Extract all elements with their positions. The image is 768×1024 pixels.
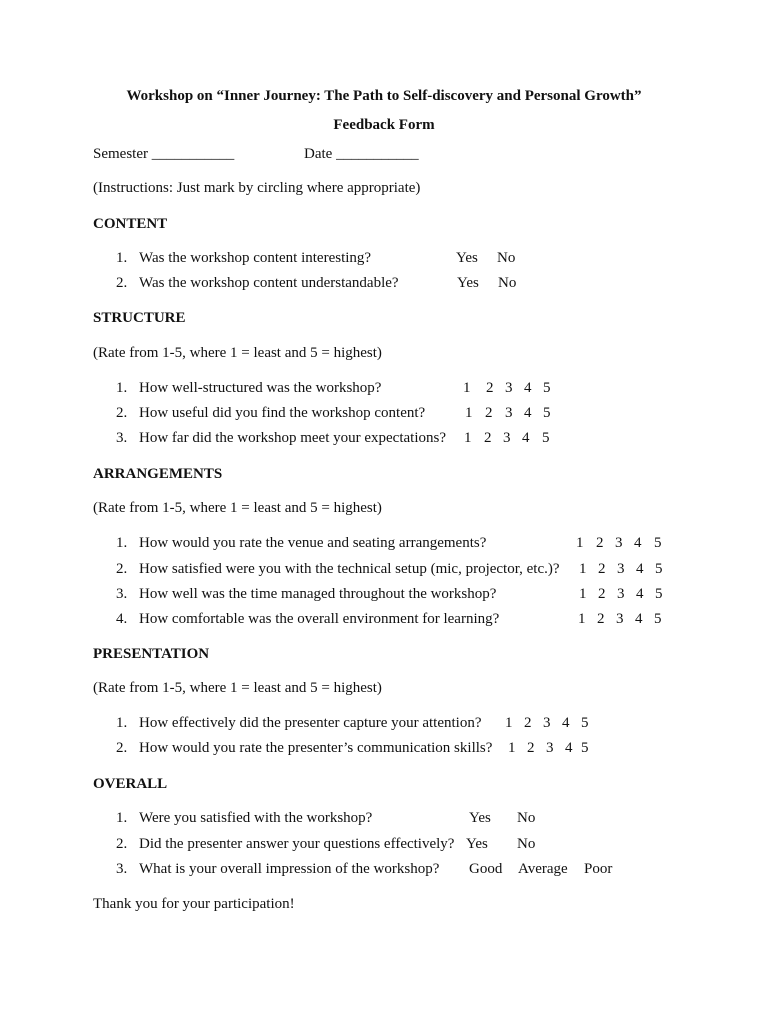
presentation-q1-num: 1. bbox=[116, 715, 128, 731]
presentation-q1-opt-5: 5 bbox=[581, 715, 589, 731]
overall-q2-text: Did the presenter answer your questions effectively? bbox=[139, 836, 455, 852]
structure-q1-num: 1. bbox=[116, 380, 128, 396]
presentation-q2-opt-4: 4 bbox=[565, 740, 573, 756]
presentation-q1-opt-4: 4 bbox=[562, 715, 570, 731]
structure-heading: STRUCTURE bbox=[93, 310, 186, 326]
overall-q1-opt-no: No bbox=[517, 810, 536, 826]
arrangements-q4-opt-1: 1 bbox=[578, 611, 586, 627]
arrangements-q4-text: How comfortable was the overall environment for learning? bbox=[139, 611, 500, 627]
arrangements-q2-opt-1: 1 bbox=[579, 561, 587, 577]
arrangements-q4-opt-3: 3 bbox=[616, 611, 624, 627]
arrangements-q1-opt-3: 3 bbox=[615, 535, 623, 551]
arrangements-q3-opt-3: 3 bbox=[617, 586, 625, 602]
structure-q2-num: 2. bbox=[116, 405, 128, 421]
arrangements-q3-opt-2: 2 bbox=[598, 586, 606, 602]
arrangements-q1-num: 1. bbox=[116, 535, 128, 551]
arrangements-q2-opt-5: 5 bbox=[655, 561, 663, 577]
structure-rate-note: (Rate from 1-5, where 1 = least and 5 = highest) bbox=[93, 345, 382, 361]
structure-q1-opt-1: 1 bbox=[463, 380, 471, 396]
presentation-q2-opt-5: 5 bbox=[581, 740, 589, 756]
structure-q3-opt-4: 4 bbox=[522, 430, 530, 446]
arrangements-q3-num: 3. bbox=[116, 586, 128, 602]
presentation-q1-opt-2: 2 bbox=[524, 715, 532, 731]
arrangements-q1-opt-2: 2 bbox=[596, 535, 604, 551]
arrangements-q3-opt-5: 5 bbox=[655, 586, 663, 602]
instructions-text: (Instructions: Just mark by circling where appropriate) bbox=[93, 180, 421, 196]
overall-q3-opt-good: Good bbox=[469, 861, 503, 877]
structure-q2-opt-3: 3 bbox=[505, 405, 513, 421]
semester-field: Semester ___________ bbox=[93, 146, 235, 162]
arrangements-q1-opt-4: 4 bbox=[634, 535, 642, 551]
overall-q1-opt-yes: Yes bbox=[469, 810, 491, 826]
structure-q1-opt-5: 5 bbox=[543, 380, 551, 396]
presentation-q2-opt-2: 2 bbox=[527, 740, 535, 756]
thank-you-text: Thank you for your participation! bbox=[93, 896, 295, 912]
structure-q3-opt-3: 3 bbox=[503, 430, 511, 446]
arrangements-q4-opt-2: 2 bbox=[597, 611, 605, 627]
structure-q3-num: 3. bbox=[116, 430, 128, 446]
overall-q1-text: Were you satisfied with the workshop? bbox=[139, 810, 373, 826]
content-q1-opt-yes: Yes bbox=[456, 250, 478, 266]
content-q1-opt-no: No bbox=[497, 250, 516, 266]
presentation-q2-opt-1: 1 bbox=[508, 740, 516, 756]
arrangements-q1-text: How would you rate the venue and seating arrangements? bbox=[139, 535, 487, 551]
arrangements-q2-opt-3: 3 bbox=[617, 561, 625, 577]
structure-q2-opt-2: 2 bbox=[485, 405, 493, 421]
form-title: Workshop on “Inner Journey: The Path to Self-discovery and Personal Growth” bbox=[126, 88, 642, 104]
overall-q3-opt-average: Average bbox=[518, 861, 568, 877]
presentation-q1-text: How effectively did the presenter capture your attention? bbox=[139, 715, 482, 731]
presentation-q2-text: How would you rate the presenter’s communication skills? bbox=[139, 740, 493, 756]
structure-q2-opt-1: 1 bbox=[465, 405, 473, 421]
structure-q3-opt-1: 1 bbox=[464, 430, 472, 446]
arrangements-q4-opt-5: 5 bbox=[654, 611, 662, 627]
overall-q3-opt-poor: Poor bbox=[584, 861, 613, 877]
overall-q2-num: 2. bbox=[116, 836, 128, 852]
structure-q2-opt-4: 4 bbox=[524, 405, 532, 421]
structure-q3-text: How far did the workshop meet your expectations? bbox=[139, 430, 446, 446]
structure-q2-opt-5: 5 bbox=[543, 405, 551, 421]
content-q1-num: 1. bbox=[116, 250, 128, 266]
structure-q1-text: How well-structured was the workshop? bbox=[139, 380, 382, 396]
arrangements-q2-text: How satisfied were you with the technical setup (mic, projector, etc.)? bbox=[139, 561, 560, 577]
overall-q2-opt-yes: Yes bbox=[466, 836, 488, 852]
arrangements-q2-opt-2: 2 bbox=[598, 561, 606, 577]
presentation-rate-note: (Rate from 1-5, where 1 = least and 5 = highest) bbox=[93, 680, 382, 696]
structure-q1-opt-4: 4 bbox=[524, 380, 532, 396]
structure-q3-opt-2: 2 bbox=[484, 430, 492, 446]
presentation-q2-opt-3: 3 bbox=[546, 740, 554, 756]
arrangements-q4-num: 4. bbox=[116, 611, 128, 627]
arrangements-q4-opt-4: 4 bbox=[635, 611, 643, 627]
overall-q3-num: 3. bbox=[116, 861, 128, 877]
presentation-q1-opt-1: 1 bbox=[505, 715, 513, 731]
arrangements-rate-note: (Rate from 1-5, where 1 = least and 5 = highest) bbox=[93, 500, 382, 516]
arrangements-q2-num: 2. bbox=[116, 561, 128, 577]
arrangements-q3-opt-1: 1 bbox=[579, 586, 587, 602]
structure-q1-opt-2: 2 bbox=[486, 380, 494, 396]
arrangements-q1-opt-1: 1 bbox=[576, 535, 584, 551]
content-q2-opt-yes: Yes bbox=[457, 275, 479, 291]
structure-q2-text: How useful did you find the workshop content? bbox=[139, 405, 426, 421]
content-heading: CONTENT bbox=[93, 216, 168, 232]
content-q2-text: Was the workshop content understandable? bbox=[139, 275, 399, 291]
presentation-q1-opt-3: 3 bbox=[543, 715, 551, 731]
arrangements-q1-opt-5: 5 bbox=[654, 535, 662, 551]
arrangements-q3-opt-4: 4 bbox=[636, 586, 644, 602]
content-q1-text: Was the workshop content interesting? bbox=[139, 250, 372, 266]
overall-q3-text: What is your overall impression of the workshop? bbox=[139, 861, 440, 877]
arrangements-q3-text: How well was the time managed throughout the workshop? bbox=[139, 586, 497, 602]
presentation-heading: PRESENTATION bbox=[93, 646, 210, 662]
form-subtitle: Feedback Form bbox=[333, 117, 435, 133]
date-field: Date ___________ bbox=[304, 146, 419, 162]
structure-q3-opt-5: 5 bbox=[542, 430, 550, 446]
arrangements-q2-opt-4: 4 bbox=[636, 561, 644, 577]
content-q2-num: 2. bbox=[116, 275, 128, 291]
presentation-q2-num: 2. bbox=[116, 740, 128, 756]
content-q2-opt-no: No bbox=[498, 275, 517, 291]
structure-q1-opt-3: 3 bbox=[505, 380, 513, 396]
arrangements-heading: ARRANGEMENTS bbox=[93, 466, 223, 482]
overall-q1-num: 1. bbox=[116, 810, 128, 826]
overall-q2-opt-no: No bbox=[517, 836, 536, 852]
overall-heading: OVERALL bbox=[93, 776, 168, 792]
